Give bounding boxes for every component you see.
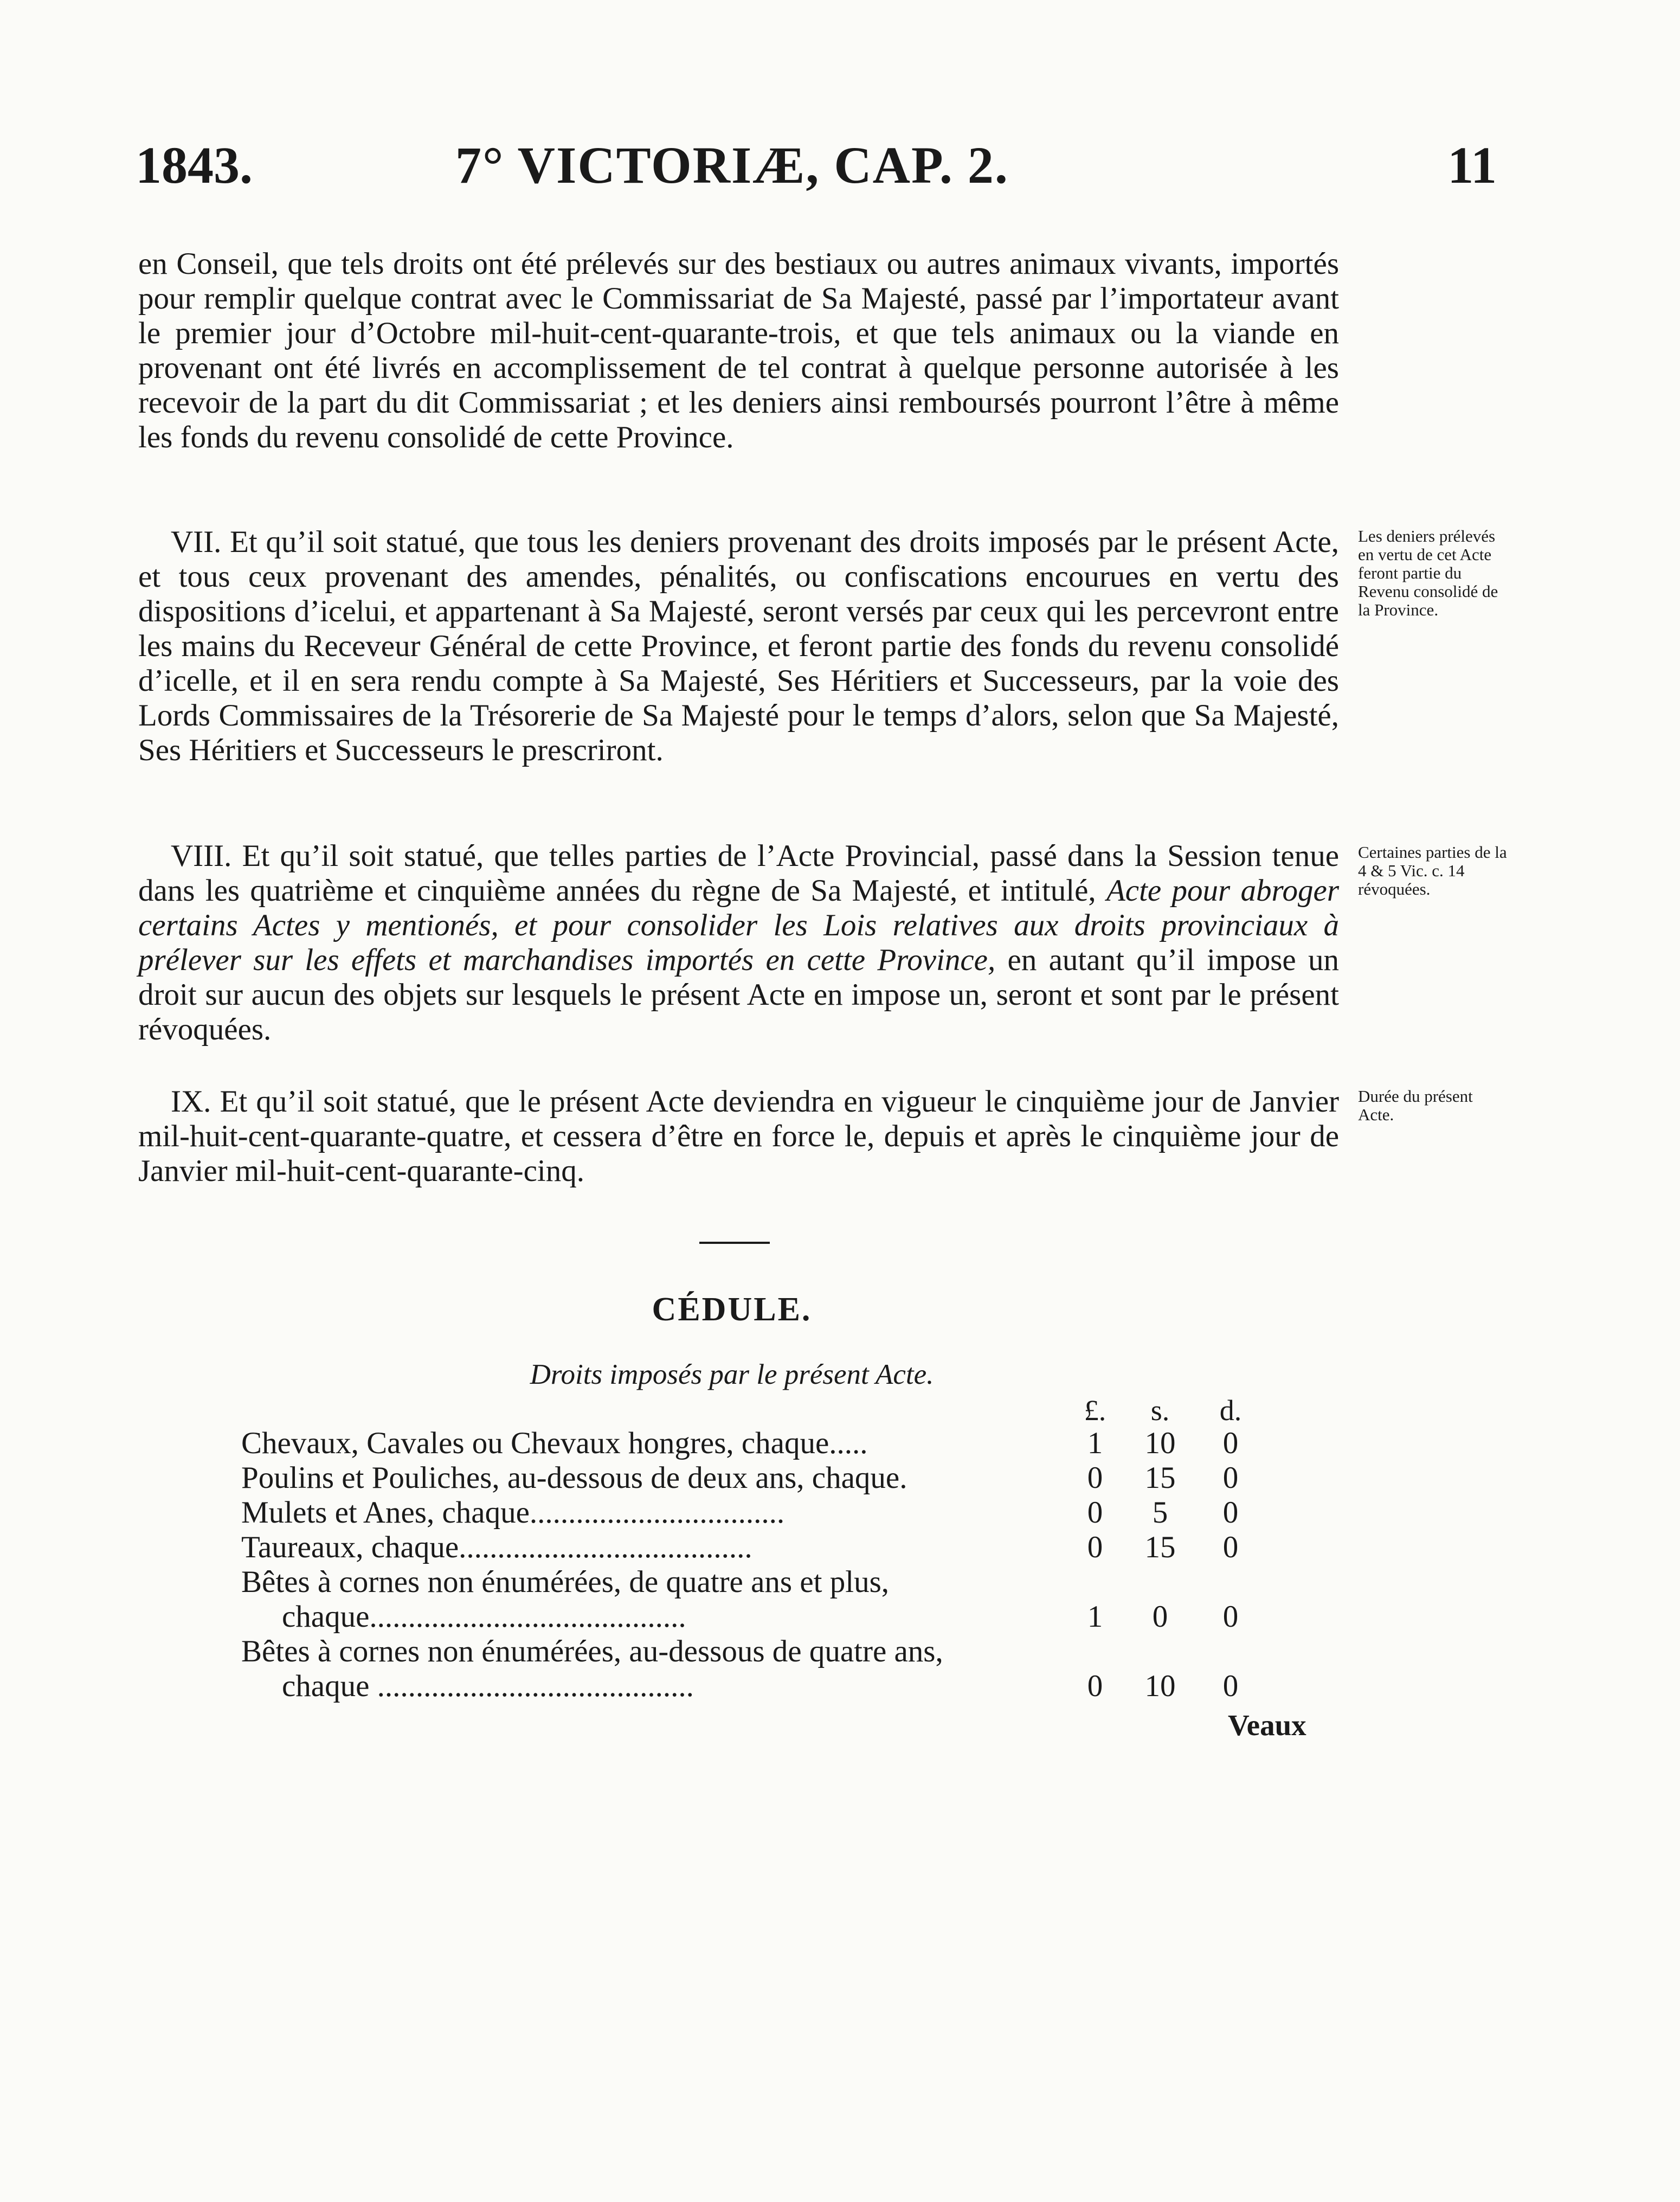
repealed-act-title: Acte pour abroger certains Actes y mentionés, et pour consolider les Lois relatives aux droits provinciaux à prélever sur les effets et marchandises importés en cette Province,	[138, 874, 1340, 977]
pounds-value: 0	[1087, 1495, 1103, 1530]
continuation-paragraph	[138, 247, 1339, 455]
section-text: Et qu’il soit statué, que telles parties de l’Acte Provincial, passé dans la Session tenue dans les quatrième et cinquième années du règne de Sa Majesté, et intitulé,	[138, 839, 1340, 908]
pence-value: 0	[1222, 1669, 1239, 1703]
section-ix	[138, 1084, 1339, 1189]
catchword: Veaux	[1228, 1709, 1306, 1742]
pence-value: 0	[1222, 1600, 1239, 1634]
table-row	[241, 1461, 1271, 1495]
section-number: VII.	[171, 525, 222, 559]
continuation-text: en Conseil, que tels droits ont été prélevés sur des bestiaux ou autres animaux vivants, importés pour remplir quelque contrat avec le Commissariat de Sa Majesté, passé par l’importateur avant le premier jour d’Octobre mil-huit-cent-quarante-trois, et que tels animaux ou la viande en provenant ont été livrés en accomplissement de tel contrat à quelque personne autorisée à les recevoir de la part du dit Commissariat ; et les deniers ainsi remboursés pourront l’être à même les fonds du revenu consolidé de cette Province.	[138, 247, 1339, 454]
schedule-subtitle: Droits imposés par le présent Acte.	[530, 1359, 934, 1390]
section-text-after: en autant qu’il impose un droit sur aucun des objets sur lesquels le présent Acte en impose un, seront et sont par le présent révoquées.	[138, 943, 1340, 1047]
section-text: Et qu’il soit statué, que tous les deniers provenant des droits imposés par le présent Acte, et tous ceux provenant des amendes, pénalités, ou confiscations encourues en vertu des dispositions d’icelui, et appartenant à Sa Majesté, seront versés par ceux qui les percevront entre les mains du Receveur Général de cette Province, et feront partie des fonds du revenu consolidé d’icelle, et il en sera rendu compte à Sa Majesté, Ses Héritiers et Successeurs, par la voie des Lords Commissaires de la Trésorerie de Sa Majesté pour le temps d’alors, selon que Sa Majesté, Ses Héritiers et Successeurs le prescriront.	[138, 525, 1339, 767]
pence-value: 0	[1222, 1461, 1239, 1495]
shillings-value: 5	[1152, 1495, 1168, 1530]
header-year: 1843.	[136, 136, 253, 194]
row-label: Bêtes à cornes non énumérées, de quatre ans et plus,	[241, 1565, 889, 1599]
row-label: Bêtes à cornes non énumérées, au-dessous de quatre ans,	[241, 1634, 943, 1668]
section-vii	[138, 525, 1339, 768]
pounds-value: 0	[1087, 1530, 1103, 1564]
shillings-value: 15	[1144, 1530, 1176, 1564]
pence-value: 0	[1222, 1495, 1239, 1530]
shillings-value: 0	[1152, 1600, 1168, 1634]
section-text: Et qu’il soit statué, que le présent Acte deviendra en vigueur le cinquième jour de Janvier mil-huit-cent-quarante-quatre, et cessera d’être en force le, depuis et après le cinquième jour de Janvier mil-huit-cent-quarante-cinq.	[138, 1084, 1340, 1188]
section-viii	[138, 839, 1339, 1047]
shillings-value: 15	[1144, 1461, 1176, 1495]
pence-header: d.	[1219, 1394, 1242, 1427]
running-header	[0, 136, 1680, 195]
pounds-value: 0	[1087, 1669, 1103, 1703]
section-number: VIII.	[171, 839, 232, 873]
table-row	[241, 1530, 1271, 1565]
pounds-value: 1	[1087, 1426, 1103, 1460]
table-row	[241, 1565, 1271, 1634]
margin-note-vii: Les deniers prélevés en vertu de cet Acte feront partie du Revenu consolidé de la Province.	[1358, 527, 1498, 619]
pounds-value: 1	[1087, 1600, 1103, 1634]
schedule-title: CÉDULE.	[652, 1291, 812, 1328]
shillings-value: 10	[1144, 1669, 1176, 1703]
pounds-value: 0	[1087, 1461, 1103, 1495]
table-row	[241, 1495, 1271, 1530]
row-label: Mulets et Anes, chaque.................................	[241, 1495, 785, 1530]
pence-value: 0	[1222, 1530, 1239, 1564]
row-label: Poulins et Pouliches, au-dessous de deux ans, chaque.	[241, 1461, 907, 1495]
section-number: IX.	[171, 1084, 211, 1119]
pence-value: 0	[1222, 1426, 1239, 1460]
table-row	[241, 1426, 1271, 1461]
margin-note-ix: Durée du présent Acte.	[1358, 1087, 1473, 1124]
section-divider	[699, 1242, 770, 1244]
shillings-header: s.	[1150, 1394, 1170, 1427]
pounds-header: £.	[1084, 1394, 1106, 1427]
row-label: Chevaux, Cavales ou Chevaux hongres, chaque.....	[241, 1426, 868, 1460]
shillings-value: 10	[1144, 1426, 1176, 1460]
currency-headers	[241, 1394, 1271, 1426]
header-chapter: 7° VICTORIÆ, CAP. 2.	[455, 136, 1009, 194]
row-label-continuation: chaque .........................................	[282, 1669, 694, 1703]
row-label: Taureaux, chaque......................................	[241, 1530, 752, 1564]
page-number: 11	[1447, 136, 1497, 194]
row-label-continuation: chaque.........................................	[282, 1600, 686, 1634]
margin-note-viii: Certaines parties de la 4 & 5 Vic. c. 14 révoquées.	[1358, 843, 1507, 898]
duty-schedule-table	[241, 1426, 1271, 1704]
table-row	[241, 1634, 1271, 1704]
